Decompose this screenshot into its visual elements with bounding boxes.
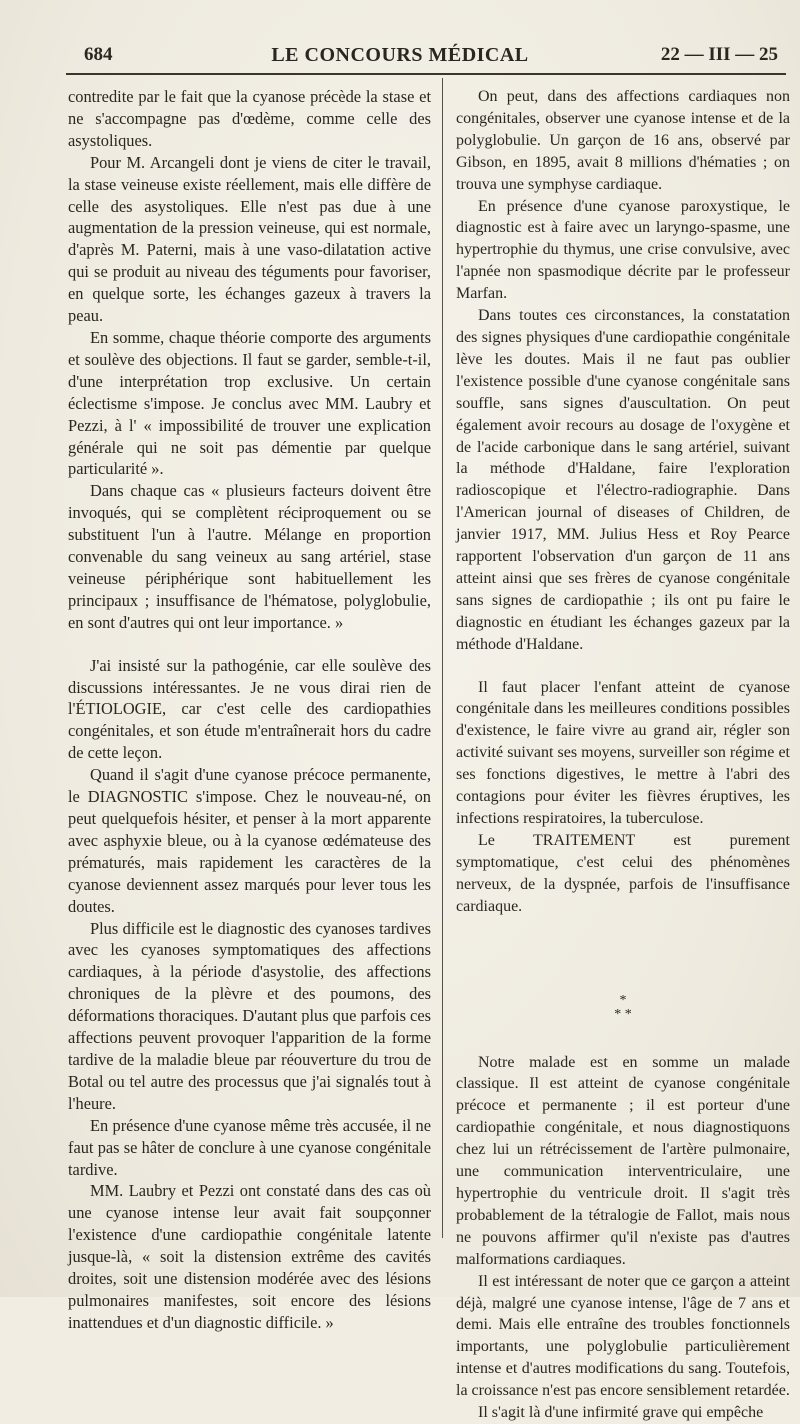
column-divider xyxy=(442,78,443,1238)
left-column xyxy=(68,86,431,1334)
paragraph: En présence d'une cyanose même très accusée, il ne faut pas se hâter de conclure à une cyanose congénitale tardive. xyxy=(68,1115,431,1179)
paragraph: Plus difficile est le diagnostic des cyanoses tardives avec les cyanoses symptomatiques des affections cardiaques, à la période d'asystolie, des affections chroniques de la plèvre et des poumons, des déformations thoraciques. D'autant plus que parfois ces affections peuvent provoquer l'apparition de la forme tardive de la maladie bleue par réouverture du trou de Botal ou tel autre des processus que j'ai signalés tout à l'heure. xyxy=(68,918,431,1113)
page-number: 684 xyxy=(84,44,113,65)
journal-title: LE CONCOURS MÉDICAL xyxy=(271,44,529,66)
paragraph: En somme, chaque théorie comporte des arguments et soulève des objections. Il faut se garder, semble-t-il, d'une interprétation trop exclusive. Un certain éclectisme s'impose. Je conclus avec MM. Laubry et Pezzi, à l' « impossibilité de trouver une explication générale qui ne soit pas démentie par quelque particularité ». xyxy=(68,327,431,479)
paragraph: Il est intéressant de noter que ce garçon a atteint déjà, malgré une cyanose intense, l'âge de 7 ans et demi. Mais elle entraîne des troubles fonctionnels importants, une polyglobulie particulièrement intense et d'autres modifications du sang. Toutefois, la croissance n'est pas encore sensiblement retardée. xyxy=(456,1272,790,1400)
paragraph: Il s'agit là d'une infirmité grave qui empêche xyxy=(478,1404,764,1422)
paragraph: On peut, dans des affections cardiaques non congénitales, observer une cyanose intense et de la polyglobulie. Un garçon de 16 ans, observé par Gibson, en 1895, avait 8 millions d'hématies ; on trouva une symphyse cardiaque. xyxy=(456,88,790,193)
paragraph: Le TRAITEMENT est purement symptomatique, c'est celui des phénomènes nerveux, de la dyspnée, parfois de l'insuffisance cardiaque. xyxy=(456,831,790,915)
paragraph: Pour M. Arcangeli dont je viens de citer le travail, la stase veineuse existe réellement, mais elle diffère de celle des asystoliques. Elle n'est pas due à une augmentation de la pression veineuse, qui est normale, d'après M. Paterni, mais à une vaso-dilatation active qui se produit au niveau des téguments pour favoriser, en quelque sorte, les échanges gazeux à travers la peau. xyxy=(68,152,431,326)
paragraph: Il faut placer l'enfant atteint de cyanose congénitale dans les meilleures conditions possibles d'existence, le faire vivre au grand air, régler son activité suivant ses moyens, surveiller son régime et ses fonctions digestives, le mettre à l'abri des contagions pour éviter les fièvres éruptives, les infections respiratoires, la tuberculose. xyxy=(456,678,790,827)
paragraph: Notre malade est en somme un malade classique. Il est atteint de cyanose congénitale précoce et permanente ; il est porteur d'une cardiopathie congénitale, et nous diagnostiquons chez lui un rétrécissement de l'artère pulmonaire, une communication interventriculaire, une hypertrophie du ventricule droit. Il s'agit très probablement de la tétralogie de Fallot, mais nous ne pouvons affirmer qu'il n'existe pas d'autres malformations cardiaques. xyxy=(456,1053,790,1268)
paragraph: J'ai insisté sur la pathogénie, car elle soulève des discussions intéressantes. Je ne vous dirai rien de l'ÉTIOLOGIE, car c'est celle des cardiopathies congénitales, et son étude m'entraînerait hors du cadre de cette leçon. xyxy=(68,655,431,763)
header-rule xyxy=(66,73,786,75)
paragraph: Dans toutes ces circonstances, la constatation des signes physiques d'une cardiopathie congénitale lève les doutes. Mais il ne faut pas oublier l'existence possible d'une cyanose congénitale sans souffle, sans signes d'auscultation. On peut également avoir recours au dosage de l'oxygène et de l'acide carbonique dans le sang artériel, suivant la méthode d'Haldane, faire l'exploration radioscopique et l'électro-radiographie. Dans l'American journal of diseases of Children, de janvier 1917, MM. Julius Hess et Roy Pearce rapportent l'observation d'un garçon de 11 ans atteint ainsi que ses frères de cyanose congénitale sans signes de cardiopathie ; ils ont pu faire le diagnostic en étudiant les échanges gazeux par la méthode d'Haldane. xyxy=(456,307,790,653)
paragraph: Dans chaque cas « plusieurs facteurs doivent être invoqués, qui se complètent réciproquement ou se substituent l'un à l'autre. Mélange en proportion convenable du sang veineux au sang artériel, stase veineuse périphérique sont habituellement les principaux ; insuffisance de l'hématose, polyglobulie, en sont d'autres qui ont leur importance. » xyxy=(68,481,431,632)
paragraph: MM. Laubry et Pezzi ont constaté dans des cas où une cyanose intense leur avait fait soupçonner l'existence d'une cardiopathie congénitale latente jusque-là, « soit la distension extrême des cavités droites, soit une distension modérée avec des lésions pulmonaires manifestes, soit encore des lésions inattendues et d'un diagnostic difficile. » xyxy=(68,1181,431,1332)
asterism-top: * xyxy=(619,992,627,1008)
asterism-bottom: * * xyxy=(614,1006,632,1022)
paragraph: Quand il s'agit d'une cyanose précoce permanente, le DIAGNOSTIC s'impose. Chez le nouveau-né, on peut quelquefois hésiter, et penser à la mort apparente avec asphyxie bleue, ou à la cyanose œdémateuse des prématurés, mais rapidement les caractères de la cyanose deviennent assez marqués pour lever tous les doutes. xyxy=(68,765,431,916)
page-header xyxy=(0,42,800,70)
issue-date: 22 — III — 25 xyxy=(660,44,778,65)
paragraph: contredite par le fait que la cyanose précède la stase et ne s'accompagne pas d'œdème, comme celle des asystoliques. xyxy=(68,87,431,150)
right-column xyxy=(456,86,790,1424)
section-asterism xyxy=(456,994,790,1022)
paragraph: En présence d'une cyanose paroxystique, le diagnostic est à faire avec un laryngo-spasme, une hypertrophie du thymus, une crise convulsive, avec l'apnée non spasmodique décrite par le professeur Marfan. xyxy=(456,197,790,303)
